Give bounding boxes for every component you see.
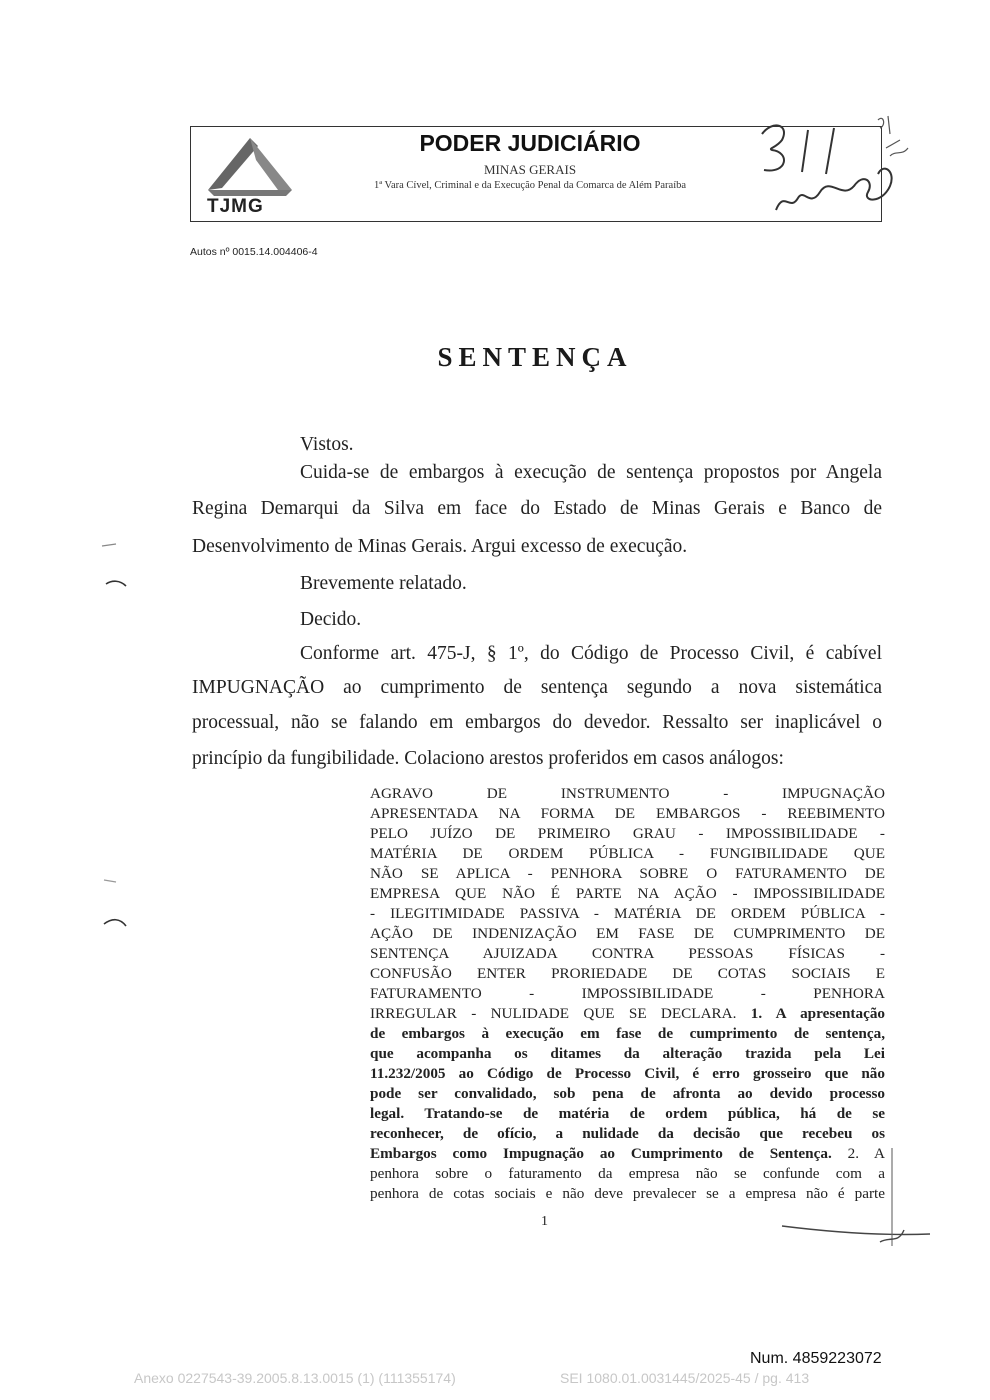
quote-line: SENTENÇA AJUIZADA CONTRA PESSOAS FÍSICAS - <box>370 945 885 962</box>
quote-line: AGRAVO DE INSTRUMENTO - IMPUGNAÇÃO <box>370 785 885 802</box>
body-line: Decido. <box>300 609 362 630</box>
footer-sei-reference: SEI 1080.01.0031445/2025-45 / pg. 413 <box>560 1370 810 1386</box>
handwritten-annotation <box>750 112 930 222</box>
body-line: Brevemente relatado. <box>300 573 467 594</box>
quote-line: NÃO SE APLICA - PENHORA SOBRE O FATURAMENTO DE <box>370 865 885 882</box>
quote-line: que acompanha os ditames da alteração trazida pela Lei <box>370 1045 885 1062</box>
document-title: SENTENÇA <box>437 342 633 372</box>
quote-line: 11.232/2005 ao Código de Processo Civil, é erro grosseiro que não <box>370 1065 885 1082</box>
quote-line: - ILEGITIMIDADE PASSIVA - MATÉRIA DE ORDEM PÚBLICA - <box>370 905 885 922</box>
body-line: IMPUGNAÇÃO ao cumprimento de sentença segundo a nova sistemática <box>192 677 882 698</box>
quote-line-mixed <box>370 1004 885 1024</box>
tjmg-logo-text: TJMG <box>207 196 264 217</box>
quote-line: legal. Tratando-se de matéria de ordem pública, há de se <box>370 1105 885 1122</box>
quote-line: FATURAMENTO - IMPOSSIBILIDADE - PENHORA <box>370 985 885 1002</box>
body-line: princípio da fungibilidade. Colaciono arestos proferidos em casos análogos: <box>192 748 784 769</box>
body-line: Cuida-se de embargos à execução de sentença propostos por Angela <box>300 462 882 483</box>
header-court: 1ª Vara Cível, Criminal e da Execução Penal da Comarca de Além Paraíba <box>373 180 687 191</box>
quote-text-bold: Embargos como Impugnação ao Cumprimento de Sentença. <box>370 1145 832 1162</box>
quote-line: PELO JUÍZO DE PRIMEIRO GRAU - IMPOSSIBILIDADE - <box>370 825 885 842</box>
page-number: 1 <box>541 1214 548 1229</box>
quote-line: de embargos à execução em fase de cumprimento de sentença, <box>370 1025 885 1042</box>
case-number: Autos nº 0015.14.004406-4 <box>190 246 318 258</box>
document-number: Num. 4859223072 <box>750 1350 882 1367</box>
body-line: Desenvolvimento de Minas Gerais. Argui excesso de execução. <box>192 536 688 557</box>
quote-line: penhora de cotas sociais e não deve prevalecer se a empresa não é parte <box>370 1185 885 1202</box>
margin-marks <box>96 540 130 940</box>
signature-stroke <box>780 1146 940 1250</box>
header-title: PODER JUDICIÁRIO <box>419 130 641 156</box>
quote-line: EMPRESA QUE NÃO É PARTE NA AÇÃO - IMPOSSIBILIDADE <box>370 885 885 902</box>
quote-text: IRREGULAR - NULIDADE QUE SE DECLARA. <box>370 1005 751 1022</box>
quote-line: pode ser convalidado, sob pena de afronta ao devido processo <box>370 1085 885 1102</box>
quote-text: 2. A <box>831 1145 886 1162</box>
quote-line: MATÉRIA DE ORDEM PÚBLICA - FUNGIBILIDADE QUE <box>370 845 885 862</box>
quote-line: APRESENTADA NA FORMA DE EMBARGOS - REEBIMENTO <box>370 805 885 822</box>
quote-line: reconhecer, de ofício, a nulidade da decisão que recebeu os <box>370 1125 885 1142</box>
footer-annex-reference: Anexo 0227543-39.2005.8.13.0015 (1) (111355174) <box>134 1370 456 1386</box>
header-state: MINAS GERAIS <box>483 162 577 177</box>
quote-line: AÇÃO DE INDENIZAÇÃO EM FASE DE CUMPRIMENTO DE <box>370 925 885 942</box>
body-line: processual, não se falando em embargos do devedor. Ressalto ser inaplicável o <box>192 712 882 733</box>
body-line: Regina Demarqui da Silva em face do Estado de Minas Gerais e Banco de <box>192 498 882 519</box>
quote-line: penhora sobre o faturamento da empresa não se confunde com a <box>370 1165 885 1182</box>
body-line: Conforme art. 475-J, § 1º, do Código de Processo Civil, é cabível <box>300 643 882 664</box>
body-line: Vistos. <box>300 434 354 455</box>
quote-line: CONFUSÃO ENTER PRORIEDADE DE COTAS SOCIAIS E <box>370 965 885 982</box>
quote-text-bold: 1. A apresentação <box>750 1005 886 1022</box>
